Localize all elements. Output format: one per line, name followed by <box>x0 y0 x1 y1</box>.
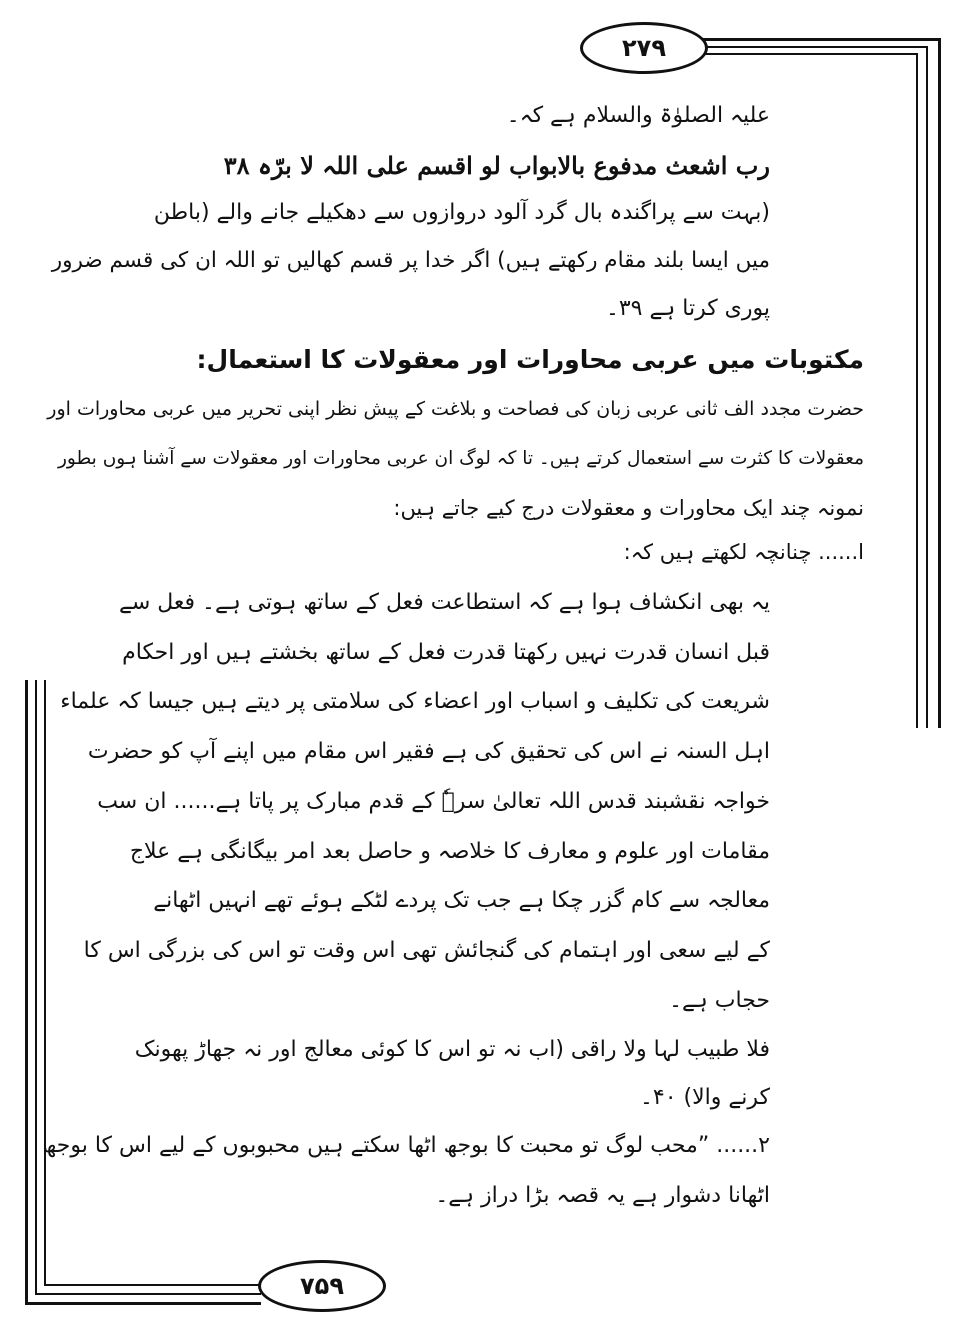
frame-bottom-rule-3 <box>44 1284 261 1286</box>
header-page-number-text: ۲۷۹ <box>622 34 666 62</box>
text-line: (بہت سے پراگندہ بال گرد آلود دروازوں سے دھکیلے جانے والے (باطن <box>153 200 770 225</box>
frame-right-rule-2 <box>926 46 928 728</box>
arabic-quote-line: رب اشعث مدفوع بالابواب لو اقسم علی اللہ لا برّہ ۳۸ <box>223 151 770 180</box>
quote-line: کرنے والا) ۴۰۔ <box>639 1085 770 1110</box>
text-line: پوری کرتا ہے ۳۹۔ <box>605 296 770 321</box>
quote-line: شریعت کی تکلیف و اسباب اور اعضاء کی سلامتی پر دیتے ہیں جیسا کہ علماء <box>60 689 770 714</box>
frame-right-rule-1 <box>938 38 941 728</box>
text-line: میں ایسا بلند مقام رکھتے ہیں) اگر خدا پر قسم کھالیں تو اللہ ان کی قسم ضرور <box>51 248 770 273</box>
frame-top-rule-3 <box>700 53 918 55</box>
quote-line: معالجہ سے کام گزر چکا ہے جب تک پردے لٹکے ہوئے تھے انہیں اٹھانے <box>153 888 770 913</box>
frame-left-rule-2 <box>35 680 37 1294</box>
text-line: حضرت مجدد الف ثانی عربی زبان کی فصاحت و بلاغت کے پیش نظر اپنی تحریر میں عربی محاورات اور <box>47 398 864 420</box>
quote-line: مقامات اور علوم و معارف کا خلاصہ و حاصل بعد امر بیگانگی ہے علاج <box>129 839 770 864</box>
frame-left-rule-3 <box>44 680 46 1284</box>
quote-line: حجاب ہے۔ <box>669 988 770 1013</box>
quote-line: کے لیے سعی اور اہتمام کی گنجائش تھی اس وقت تو اس کی بزرگی اس کا <box>83 938 770 963</box>
frame-bottom-rule-1 <box>25 1302 261 1305</box>
footer-page-number <box>258 1260 386 1312</box>
list-item-1-intro: ا...... چنانچہ لکھتے ہیں کہ: <box>623 540 864 564</box>
quote-line: اہل السنہ نے اس کی تحقیق کی ہے فقیر اس مقام میں اپنے آپ کو حضرت <box>87 739 770 764</box>
frame-top-rule-1 <box>700 38 940 41</box>
section-heading: مکتوبات میں عربی محاورات اور معقولات کا استعمال: <box>196 345 864 374</box>
header-page-number <box>580 22 708 74</box>
frame-bottom-rule-2 <box>35 1293 261 1295</box>
quote-line: قبل انسان قدرت نہیں رکھتا قدرت فعل کے ساتھ بخشتے ہیں اور احکام <box>122 640 770 665</box>
list-item-2-continued: اٹھانا دشوار ہے یہ قصہ بڑا دراز ہے۔ <box>435 1183 770 1208</box>
text-line: علیہ الصلوٰۃ والسلام ہے کہ۔ <box>506 103 770 128</box>
frame-left-rule-1 <box>25 680 28 1304</box>
frame-right-rule-3 <box>916 53 918 728</box>
text-line: معقولات کا کثرت سے استعمال کرتے ہیں۔ تا کہ لوگ ان عربی محاورات اور معقولات سے آشنا ہوں بطور <box>58 448 864 469</box>
list-item-2: ۲...... ”محب لوگ تو محبت کا بوجھ اٹھا سکتے ہیں محبوبوں کے لیے اس کا بوجھ <box>42 1133 770 1158</box>
quote-line: خواجہ نقشبند قدس اللہ تعالیٰ سرہٗ کے قدم مبارک پر پاتا ہے...... ان سب <box>97 789 770 814</box>
arabic-quote-line: فلا طبیب لہا ولا راقی (اب نہ تو اس کا کوئی معالج اور نہ جھاڑ پھونک <box>134 1037 770 1062</box>
footer-page-number-text: ۷۵۹ <box>300 1272 344 1300</box>
text-line: نمونہ چند ایک محاورات و معقولات درج کیے جاتے ہیں: <box>393 496 864 520</box>
frame-top-rule-2 <box>700 46 928 48</box>
quote-line: یہ بھی انکشاف ہوا ہے کہ استطاعت فعل کے ساتھ ہوتی ہے۔ فعل سے <box>118 590 770 615</box>
